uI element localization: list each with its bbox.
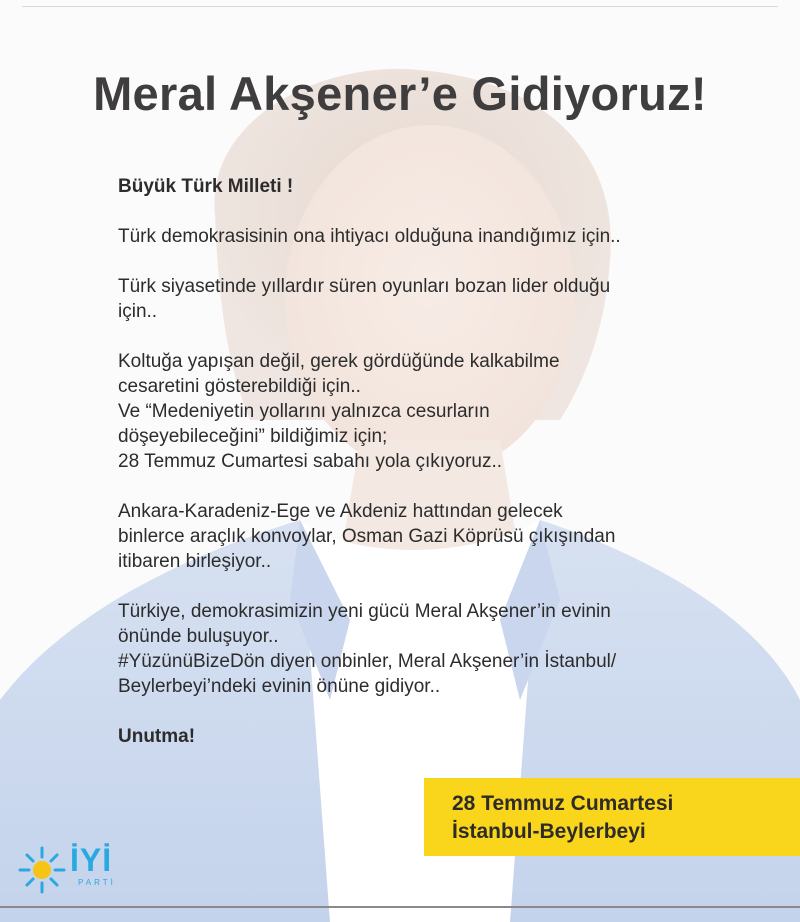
top-border (22, 6, 778, 7)
text-line: önünde buluşuyor.. (118, 626, 279, 647)
text-line: Ve “Medeniyetin yollarını yalnızca cesurların (118, 401, 490, 422)
event-info-box (424, 778, 800, 856)
party-logo-name: İYİ (70, 842, 113, 878)
paragraph (118, 349, 738, 474)
greeting: Büyük Türk Milleti ! (118, 176, 294, 197)
text-line: Türk demokrasisinin ona ihtiyacı olduğuna inandığımız için.. (118, 226, 621, 247)
paragraph (118, 599, 738, 699)
bottom-border (0, 906, 800, 908)
text-line: Ankara-Karadeniz-Ege ve Akdeniz hattından gelecek (118, 501, 563, 522)
text-line: Beylerbeyi’ndeki evinin önüne gidiyor.. (118, 676, 441, 697)
paragraph (118, 224, 738, 249)
text-line: için.. (118, 301, 158, 322)
text-line: binlerce araçlık konvoylar, Osman Gazi Köprüsü çıkışından (118, 526, 616, 547)
poster-body (118, 174, 738, 774)
text-line: Koltuğa yapışan değil, gerek gördüğünde kalkabilme (118, 351, 560, 372)
event-location: İstanbul-Beylerbeyi (452, 820, 646, 843)
text-line: cesaretini gösterebildiği için.. (118, 376, 361, 397)
text-line: itibaren birleşiyor.. (118, 551, 272, 572)
text-line: 28 Temmuz Cumartesi sabahı yola çıkıyoruz.. (118, 451, 503, 472)
text-line: #YüzünüBizeDön diyen onbinler, Meral Akşener’in İstanbul/ (118, 651, 617, 672)
text-line: döşeyebileceğini” bildiğimiz için; (118, 426, 388, 447)
closing-text: Unutma! (118, 726, 196, 747)
paragraph (118, 499, 738, 574)
party-logo-subtitle: PARTİ (78, 878, 116, 887)
paragraph (118, 274, 738, 324)
text-line: Türkiye, demokrasimizin yeni gücü Meral Akşener’in evinin (118, 601, 611, 622)
poster-title: Meral Akşener’e Gidiyoruz! (93, 67, 707, 120)
event-date: 28 Temmuz Cumartesi (452, 792, 674, 815)
text-line: Türk siyasetinde yıllardır süren oyunları bozan lider olduğu (118, 276, 611, 297)
